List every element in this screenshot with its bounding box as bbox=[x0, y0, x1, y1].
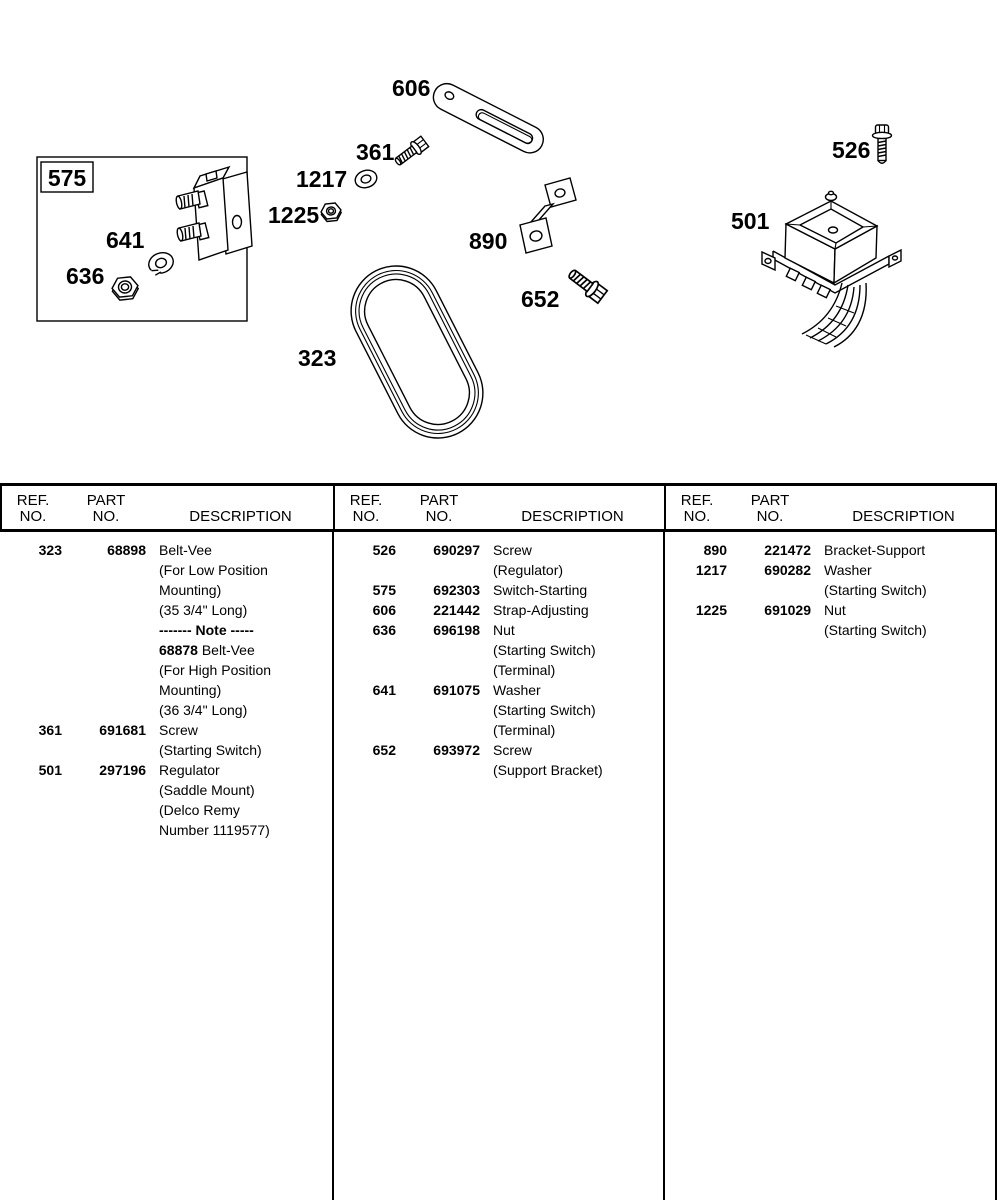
part-no-cell bbox=[62, 680, 146, 700]
table-row bbox=[0, 760, 332, 780]
ref-no-cell bbox=[0, 580, 62, 600]
table-row bbox=[0, 560, 332, 580]
description-cell: (Starting Switch) bbox=[824, 622, 927, 638]
description-cell: Screw bbox=[493, 542, 532, 558]
ref-no-cell: 1225 bbox=[695, 602, 727, 618]
ref-label-641: 641 bbox=[106, 227, 145, 253]
v-belt-drawing bbox=[336, 250, 499, 453]
table-row bbox=[665, 540, 995, 560]
ref-no-cell bbox=[0, 820, 62, 840]
parts-column-3 bbox=[665, 532, 997, 1200]
table-row bbox=[334, 580, 663, 600]
part-no-cell: 692303 bbox=[433, 582, 480, 598]
description-cell: (36 3/4" Long) bbox=[159, 702, 248, 718]
description-cell: Regulator bbox=[159, 762, 220, 778]
part-no-cell: 68898 bbox=[107, 542, 146, 558]
ref-no-cell bbox=[0, 800, 62, 820]
ref-no-cell bbox=[0, 620, 62, 640]
table-row bbox=[334, 760, 663, 780]
part-no-cell bbox=[62, 640, 146, 660]
ref-no-header: REF. NO. bbox=[16, 492, 50, 525]
ref-no-cell: 652 bbox=[372, 742, 396, 758]
description-header: DESCRIPTION bbox=[521, 508, 624, 525]
table-row bbox=[334, 700, 663, 720]
part-no-cell bbox=[396, 720, 480, 740]
exploded-parts-diagram bbox=[0, 0, 1000, 483]
table-row bbox=[0, 620, 332, 640]
adjusting-strap-drawing bbox=[429, 79, 548, 158]
table-row bbox=[0, 540, 332, 560]
parts-column-1 bbox=[0, 532, 334, 1200]
ref-no-cell bbox=[0, 560, 62, 580]
description-cell: ------- Note ----- bbox=[159, 622, 254, 638]
part-no-header: PART NO. bbox=[86, 492, 126, 525]
description-cell: Nut bbox=[493, 622, 515, 638]
ref-no-cell: 575 bbox=[372, 582, 396, 598]
table-row bbox=[0, 780, 332, 800]
part-no-cell bbox=[62, 660, 146, 680]
table-row bbox=[0, 640, 332, 660]
table-row bbox=[0, 580, 332, 600]
description-cell: Screw bbox=[493, 742, 532, 758]
description-cell: (Starting Switch) bbox=[493, 702, 596, 718]
table-row bbox=[334, 560, 663, 580]
part-no-cell bbox=[62, 620, 146, 640]
ref-no-cell bbox=[334, 660, 396, 680]
part-no-cell: 297196 bbox=[99, 762, 146, 778]
ref-label-652: 652 bbox=[521, 286, 560, 312]
ref-no-cell: 641 bbox=[372, 682, 396, 698]
ref-no-cell: 1217 bbox=[695, 562, 727, 578]
description-cell: 68878 Belt-Vee bbox=[159, 642, 255, 658]
lock-washer-drawing bbox=[142, 249, 178, 283]
screw-526-drawing bbox=[873, 125, 892, 163]
ref-no-cell bbox=[0, 600, 62, 620]
description-cell: (Terminal) bbox=[493, 722, 556, 738]
part-no-cell bbox=[62, 700, 146, 720]
description-cell: (Starting Switch) bbox=[159, 742, 262, 758]
table-row bbox=[0, 600, 332, 620]
parts-column-2 bbox=[334, 532, 665, 1200]
header-column-1 bbox=[2, 486, 333, 529]
table-row bbox=[334, 720, 663, 740]
part-no-cell bbox=[396, 660, 480, 680]
ref-no-cell: 890 bbox=[703, 542, 727, 558]
ref-label-501: 501 bbox=[731, 208, 770, 234]
ref-label-606: 606 bbox=[392, 75, 431, 101]
description-header: DESCRIPTION bbox=[852, 508, 955, 525]
ref-no-cell: 361 bbox=[38, 722, 62, 738]
description-cell: Mounting) bbox=[159, 582, 222, 598]
part-no-cell: 691681 bbox=[99, 722, 146, 738]
starting-switch-washer-drawing bbox=[353, 168, 379, 191]
table-row bbox=[334, 620, 663, 640]
description-cell: (Regulator) bbox=[493, 562, 564, 578]
description-cell: Strap-Adjusting bbox=[493, 602, 589, 618]
part-no-cell bbox=[396, 700, 480, 720]
ref-no-cell bbox=[334, 640, 396, 660]
description-cell: Washer bbox=[824, 562, 872, 578]
description-cell: Switch-Starting bbox=[493, 582, 588, 598]
ref-no-header: REF. NO. bbox=[349, 492, 383, 525]
support-bracket-drawing bbox=[520, 178, 576, 253]
description-cell: Washer bbox=[493, 682, 541, 698]
table-row bbox=[0, 820, 332, 840]
ref-no-cell bbox=[0, 640, 62, 660]
table-row bbox=[0, 660, 332, 680]
part-no-cell bbox=[396, 560, 480, 580]
ref-no-cell: 606 bbox=[372, 602, 396, 618]
ref-no-cell bbox=[0, 660, 62, 680]
ref-label-890: 890 bbox=[469, 228, 508, 254]
description-cell: (Saddle Mount) bbox=[159, 782, 255, 798]
part-no-header: PART NO. bbox=[750, 492, 790, 525]
ref-no-cell: 501 bbox=[38, 762, 62, 778]
table-row bbox=[0, 720, 332, 740]
table-row bbox=[665, 560, 995, 580]
starting-switch-nut-drawing bbox=[320, 202, 342, 221]
ref-no-cell bbox=[0, 740, 62, 760]
table-row bbox=[0, 800, 332, 820]
ref-no-cell: 526 bbox=[372, 542, 396, 558]
parts-table-body bbox=[0, 532, 997, 1200]
part-no-cell: 696198 bbox=[433, 622, 480, 638]
description-cell: (For High Position bbox=[159, 662, 272, 678]
table-row bbox=[0, 700, 332, 720]
ref-label-323: 323 bbox=[298, 345, 337, 371]
table-row bbox=[334, 600, 663, 620]
ref-label-1225: 1225 bbox=[268, 202, 320, 228]
part-no-cell: 691029 bbox=[764, 602, 811, 618]
ref-no-cell bbox=[334, 700, 396, 720]
parts-table-header bbox=[0, 483, 997, 532]
description-cell: Nut bbox=[824, 602, 846, 618]
table-row bbox=[0, 680, 332, 700]
description-cell: (Starting Switch) bbox=[493, 642, 596, 658]
ref-no-header: REF. NO. bbox=[680, 492, 714, 525]
table-row bbox=[334, 660, 663, 680]
ref-no-cell bbox=[0, 680, 62, 700]
description-cell: Number 1119577) bbox=[159, 822, 270, 838]
table-row bbox=[665, 620, 995, 640]
starting-switch-drawing bbox=[175, 167, 252, 260]
ref-no-cell bbox=[665, 580, 727, 600]
part-no-cell: 690282 bbox=[764, 562, 811, 578]
ref-no-cell bbox=[334, 720, 396, 740]
ref-label-1217: 1217 bbox=[296, 166, 348, 192]
regulator-drawing bbox=[762, 191, 901, 347]
part-no-cell bbox=[62, 780, 146, 800]
header-column-3 bbox=[664, 486, 995, 529]
part-no-cell bbox=[396, 760, 480, 780]
description-cell: Bracket-Support bbox=[824, 542, 926, 558]
part-no-header: PART NO. bbox=[419, 492, 459, 525]
table-row bbox=[665, 580, 995, 600]
description-cell: (For Low Position bbox=[159, 562, 268, 578]
terminal-nut-drawing bbox=[111, 276, 139, 301]
part-no-cell bbox=[62, 600, 146, 620]
part-no-cell bbox=[727, 580, 811, 600]
part-no-cell bbox=[62, 740, 146, 760]
part-no-cell bbox=[396, 640, 480, 660]
part-no-cell: 221472 bbox=[764, 542, 811, 558]
ref-no-cell: 636 bbox=[372, 622, 396, 638]
part-no-cell bbox=[62, 820, 146, 840]
part-no-cell bbox=[62, 560, 146, 580]
ref-no-cell bbox=[0, 700, 62, 720]
part-no-cell bbox=[62, 800, 146, 820]
part-no-cell: 693972 bbox=[433, 742, 480, 758]
table-row bbox=[334, 540, 663, 560]
table-row bbox=[0, 740, 332, 760]
ref-no-cell bbox=[0, 780, 62, 800]
description-cell: Mounting) bbox=[159, 682, 222, 698]
description-header: DESCRIPTION bbox=[189, 508, 292, 525]
ref-no-cell bbox=[334, 560, 396, 580]
table-row bbox=[334, 680, 663, 700]
ref-no-cell bbox=[334, 760, 396, 780]
part-no-cell bbox=[727, 620, 811, 640]
description-cell: (Support Bracket) bbox=[493, 762, 603, 778]
description-cell: (35 3/4" Long) bbox=[159, 602, 248, 618]
part-no-cell bbox=[62, 580, 146, 600]
part-no-cell: 691075 bbox=[433, 682, 480, 698]
screw-652-drawing bbox=[565, 266, 608, 304]
table-row bbox=[665, 600, 995, 620]
table-row bbox=[334, 640, 663, 660]
ref-label-636: 636 bbox=[66, 263, 105, 289]
description-cell: (Terminal) bbox=[493, 662, 556, 678]
ref-label-526: 526 bbox=[832, 137, 871, 163]
description-cell: Screw bbox=[159, 722, 198, 738]
description-cell: Belt-Vee bbox=[159, 542, 212, 558]
ref-no-cell: 323 bbox=[38, 542, 62, 558]
description-cell: (Delco Remy bbox=[159, 802, 240, 818]
screw-361-drawing bbox=[392, 135, 429, 168]
ref-label-361: 361 bbox=[356, 139, 395, 165]
part-no-cell: 690297 bbox=[433, 542, 480, 558]
part-no-cell: 221442 bbox=[433, 602, 480, 618]
ref-no-cell bbox=[665, 620, 727, 640]
ref-label-575: 575 bbox=[47, 165, 87, 191]
table-row bbox=[334, 740, 663, 760]
header-column-2 bbox=[333, 486, 664, 529]
description-cell: (Starting Switch) bbox=[824, 582, 927, 598]
